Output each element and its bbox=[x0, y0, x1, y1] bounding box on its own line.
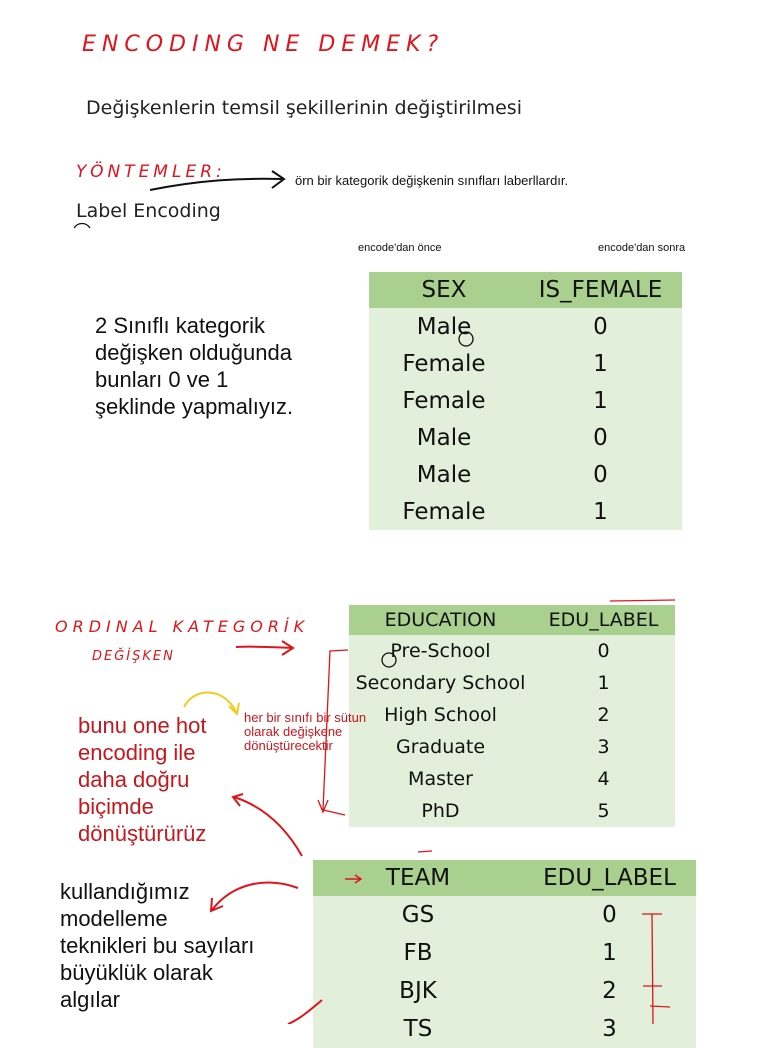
table-cell: Female bbox=[369, 382, 519, 419]
edu-bracket bbox=[323, 650, 348, 815]
table-cell: 1 bbox=[519, 493, 682, 530]
bottom-arrow bbox=[288, 1000, 322, 1024]
ordinal-arrow bbox=[236, 647, 292, 648]
model-note: kullandığımız modelleme teknikleri bu sayıları büyüklük olarak algılar bbox=[60, 879, 255, 1012]
table-cell: 0 bbox=[519, 456, 682, 493]
table-cell: Pre-School bbox=[349, 635, 532, 667]
model-arrow bbox=[212, 883, 298, 910]
header-edu-label: EDU_LABEL bbox=[532, 605, 675, 635]
table-cell: BJK bbox=[313, 972, 523, 1010]
table-cell: Graduate bbox=[349, 731, 532, 763]
table-cell: 4 bbox=[532, 763, 675, 795]
table-cell: 1 bbox=[519, 382, 682, 419]
table-cell: FB bbox=[313, 934, 523, 972]
ordinal-label-variable: DEĞİŞKEN bbox=[92, 649, 175, 664]
yellow-arrow bbox=[184, 693, 236, 712]
header-sex: SEX bbox=[369, 272, 519, 308]
table-cell: 0 bbox=[519, 308, 682, 345]
table-cell: 3 bbox=[532, 731, 675, 763]
header-edu-label: EDU_LABEL bbox=[523, 860, 696, 896]
onehot-arrow bbox=[234, 797, 302, 856]
table-cell: 0 bbox=[532, 635, 675, 667]
cursor-circle-sex bbox=[459, 332, 473, 346]
methods-label: YÖNTEMLER: bbox=[76, 162, 226, 182]
table-cell: GS bbox=[313, 896, 523, 934]
after-encode-label: encode'dan sonra bbox=[598, 242, 686, 254]
table-cell: 2 bbox=[532, 699, 675, 731]
team-bracket bbox=[642, 914, 670, 1024]
table-cell: Female bbox=[369, 345, 519, 382]
method-arrow bbox=[150, 179, 282, 190]
table-cell: 1 bbox=[523, 934, 696, 972]
onehot-note: bunu one hot encoding ile daha doğru biçimde dönüştürürüz bbox=[78, 713, 207, 846]
cursor-circle-edu bbox=[382, 653, 396, 667]
page-subtitle: Değişkenlerin temsil şekillerinin değiştirilmesi bbox=[86, 97, 522, 119]
table-cell: 2 bbox=[523, 972, 696, 1010]
table-cell: 5 bbox=[532, 795, 675, 827]
label-encoding-mark bbox=[74, 224, 90, 229]
dash-mark bbox=[418, 851, 432, 852]
ordinal-label: ORDINAL KATEGORİK bbox=[55, 617, 310, 636]
header-education: EDUCATION bbox=[349, 605, 532, 635]
table-cell: 0 bbox=[523, 896, 696, 934]
before-encode-label: encode'dan önce bbox=[358, 242, 442, 254]
table-cell: Male bbox=[369, 308, 519, 345]
binary-note: 2 Sınıflı kategorik değişken olduğunda bunları 0 ve 1 şeklinde yapmalıyız. bbox=[95, 313, 294, 419]
table-cell: Master bbox=[349, 763, 532, 795]
method-note: örn bir kategorik değişkenin sınıfları laberllardır. bbox=[295, 173, 569, 188]
page-heading: ENCODING NE DEMEK? bbox=[82, 32, 445, 57]
table-cell: TS bbox=[313, 1010, 523, 1048]
header-team: TEAM bbox=[313, 860, 523, 896]
table-cell: High School bbox=[349, 699, 532, 731]
table-cell: Male bbox=[369, 419, 519, 456]
table-cell: Secondary School bbox=[349, 667, 532, 699]
table-cell: 0 bbox=[519, 419, 682, 456]
header-is-female: IS_FEMALE bbox=[519, 272, 682, 308]
table-cell: Female bbox=[369, 493, 519, 530]
table-cell: 3 bbox=[523, 1010, 696, 1048]
table-cell: 1 bbox=[532, 667, 675, 699]
table-cell: Male bbox=[369, 456, 519, 493]
table-cell: PhD bbox=[349, 795, 532, 827]
edu-top-line bbox=[610, 600, 675, 601]
table-cell: 1 bbox=[519, 345, 682, 382]
label-encoding-title: Label Encoding bbox=[76, 200, 221, 222]
column-note: her bir sınıfı bir sütun olarak değişkene dönüştürecektir bbox=[244, 710, 367, 753]
